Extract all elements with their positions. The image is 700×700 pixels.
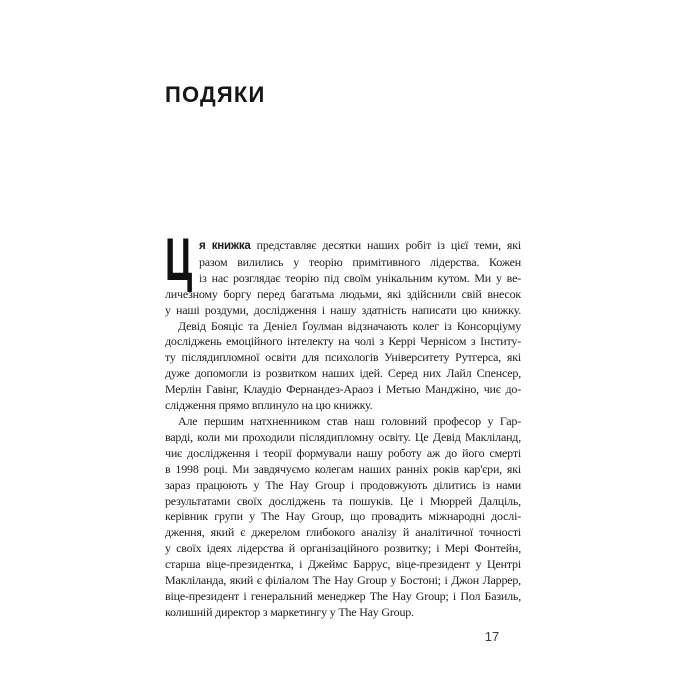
text-line: личезному боргу перед багатьма людьми, які здійснили свій внесок — [165, 286, 521, 301]
text-line: дуже допомогли із розвитком наших ідей. Серед них Лайл Спенсер, — [165, 366, 521, 381]
text-line: у наші роздуми, дослідження і нашу здатність написати цю книжку. — [165, 302, 521, 317]
text-line-rest: представляє десятки наших робіт із цієї теми, які — [256, 238, 521, 252]
text-line: із нас розглядає теорію під своїм унікальним кутом. Ми у ве- — [199, 270, 521, 285]
text-line: керівник групи у The Hay Group, що провадить міжнародні дослі- — [165, 509, 521, 524]
text-line: результатами своїх досліджень та пошуків. Це і Мюррей Далціль, — [165, 493, 521, 508]
text-line: Але першим натхненником став наш головний професор у Гар- — [178, 413, 521, 428]
text-line: дження, який є джерелом глибокого аналізу й аналітичної точності — [165, 525, 521, 540]
text-line: у своїх ідеях лідерства й організаційного розвитку; і Мері Фонтейн, — [165, 541, 521, 556]
text-line: ту післядипломної освіти для психологів Університету Рутгерса, які — [165, 350, 521, 365]
text-line: варді, коли ми проходили післядипломну освіту. Це Девід Макліланд, — [165, 429, 521, 444]
page-number: 17 — [484, 629, 500, 644]
dropcap-letter: Ц — [165, 226, 193, 293]
text-line: віце-президент і генеральний менеджер The Hay Group; і Пол Базиль, — [165, 588, 521, 603]
lead-bold-text: я книжка — [199, 240, 251, 252]
text-line: в 1998 році. Ми завдячуємо колегам наших ранніх років кар'єри, які — [165, 461, 521, 476]
text-line: слідження прямо вплинуло на цю книжку. — [165, 398, 373, 413]
text-line: зараз працюють у The Hay Group і продовжують ділитись із нами — [165, 477, 521, 492]
text-line: Девід Бояціс та Деніел Ґоулман відзначають колег із Консорціуму — [178, 318, 521, 333]
text-line: Макліланда, який є філіалом The Hay Group у Бостоні; і Джон Ларрер, — [165, 573, 521, 588]
text-line: досліджень емоційного інтелекту на чолі з Керрі Чернісом з Інститу- — [165, 334, 521, 349]
text-line — [165, 238, 521, 255]
text-line: чиє дослідження і теорії формували нашу роботу аж до його смерті — [165, 445, 521, 460]
text-line: разом вилились у теорію примітивного лідерства. Кожен — [199, 254, 521, 269]
text-line: старша віце-президентка, і Джеймс Баррус, віце-президент у Центрі — [165, 557, 521, 572]
text-line: колишній директор з маркетингу у The Hay Group. — [165, 604, 414, 619]
page-title: ПОДЯКИ — [165, 82, 266, 107]
text-line: Мерлін Гавінг, Клаудіо Фернандез-Араоз і Метью Манджіно, чиє до- — [165, 382, 521, 397]
body-text-block — [165, 226, 521, 621]
